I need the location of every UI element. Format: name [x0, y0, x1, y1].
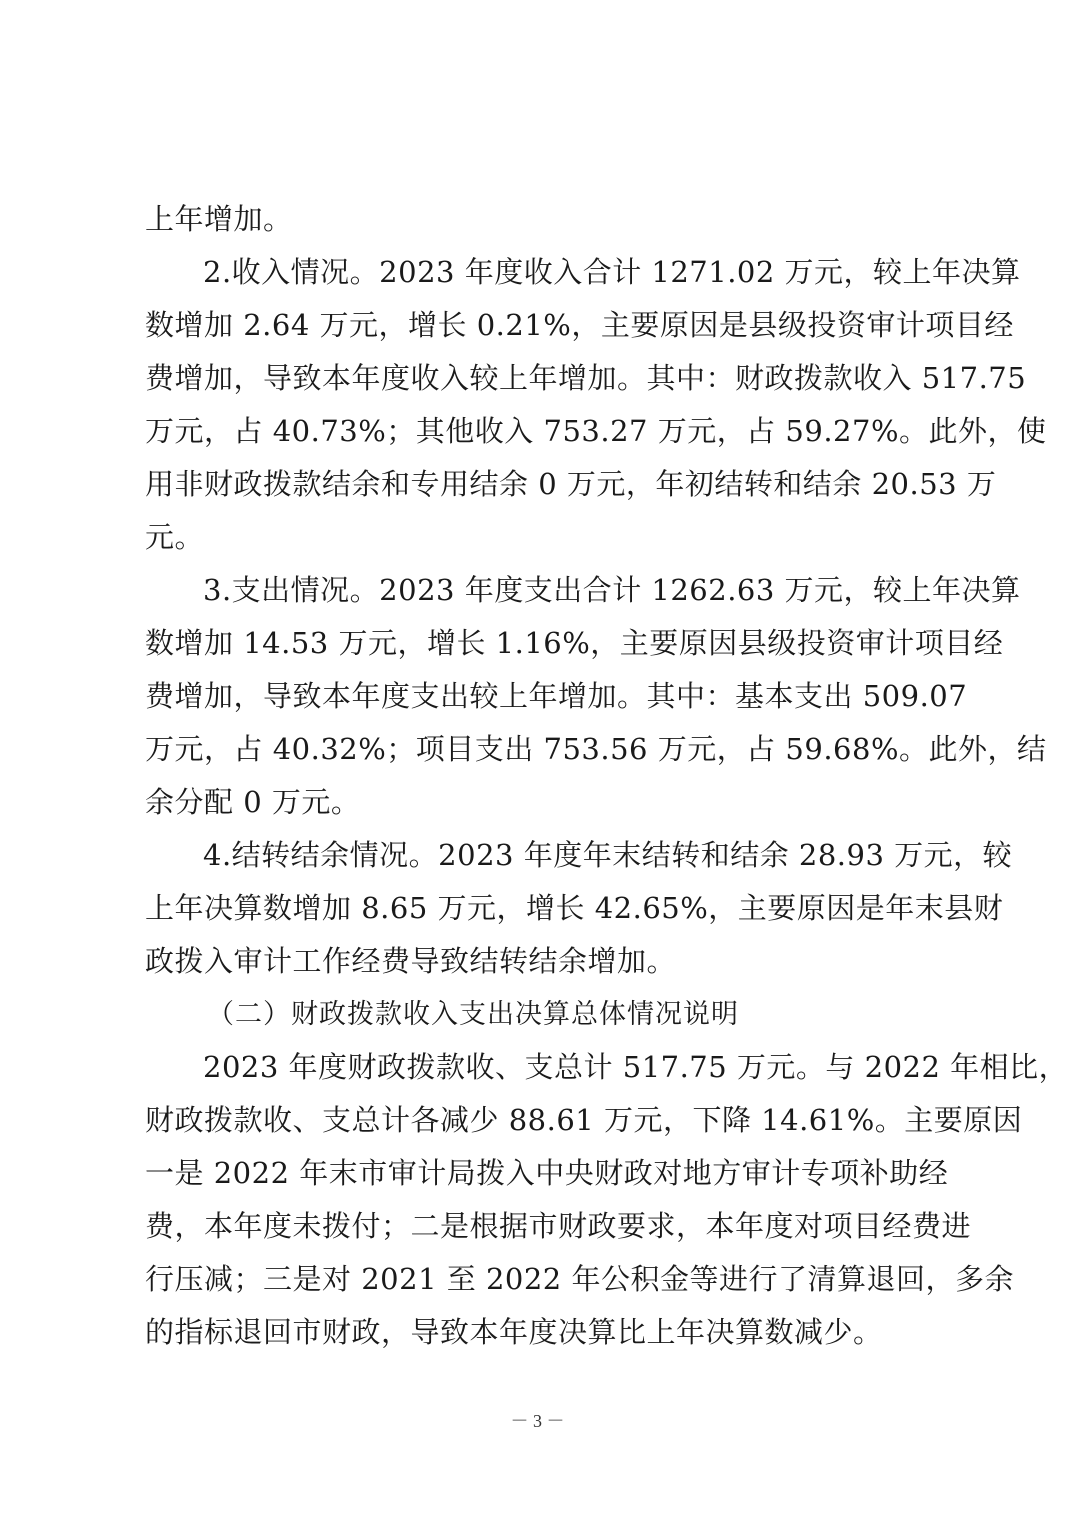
text-line: 4.结转结余情况。2023 年度年末结转和结余 28.93 万元，较 [203, 838, 1013, 872]
text-line: 一是 2022 年末市审计局拨入中央财政对地方审计专项补助经 [145, 1156, 949, 1190]
text-line: 的指标退回市财政，导致本年度决算比上年决算数减少。 [145, 1315, 883, 1349]
text-line: 数增加 14.53 万元，增长 1.16%，主要原因县级投资审计项目经 [145, 626, 1004, 660]
text-line: 2023 年度财政拨款收、支总计 517.75 万元。与 2022 年相比， [203, 1050, 1069, 1084]
text-line: 用非财政拨款结余和专用结余 0 万元，年初结转和结余 20.53 万 [145, 467, 997, 501]
text-line: 行压减；三是对 2021 至 2022 年公积金等进行了清算退回，多余 [145, 1262, 1014, 1296]
text-line: 财政拨款收、支总计各减少 88.61 万元，下降 14.61%。主要原因 [145, 1103, 1023, 1137]
text-line: 万元，占 40.32%；项目支出 753.56 万元，占 59.68%。此外，结 [145, 732, 1047, 766]
text-line: 上年决算数增加 8.65 万元，增长 42.65%，主要原因是年末县财 [145, 891, 1004, 925]
page-number: － 3 － [510, 1411, 565, 1431]
text-line: 费，本年度未拨付；二是根据市财政要求，本年度对项目经费进 [145, 1209, 972, 1243]
text-line: 余分配 0 万元。 [145, 785, 361, 819]
text-line: 费增加，导致本年度收入较上年增加。其中：财政拨款收入 517.75 [145, 361, 1027, 395]
text-line: 3.支出情况。2023 年度支出合计 1262.63 万元，较上年决算 [203, 573, 1021, 607]
document-body [145, 193, 1069, 1359]
text-line: 政拨入审计工作经费导致结转结余增加。 [145, 944, 677, 978]
text-line: 数增加 2.64 万元，增长 0.21%，主要原因是县级投资审计项目经 [145, 308, 1014, 342]
text-line: 万元，占 40.73%；其他收入 753.27 万元，占 59.27%。此外，使 [145, 414, 1047, 448]
text-line: 上年增加。 [145, 202, 293, 236]
text-line: 元。 [145, 520, 205, 554]
section-heading: （二）财政拨款收入支出决算总体情况说明 [207, 999, 739, 1030]
text-line: 费增加，导致本年度支出较上年增加。其中：基本支出 509.07 [145, 679, 968, 713]
text-line: 2.收入情况。2023 年度收入合计 1271.02 万元，较上年决算 [203, 255, 1021, 289]
